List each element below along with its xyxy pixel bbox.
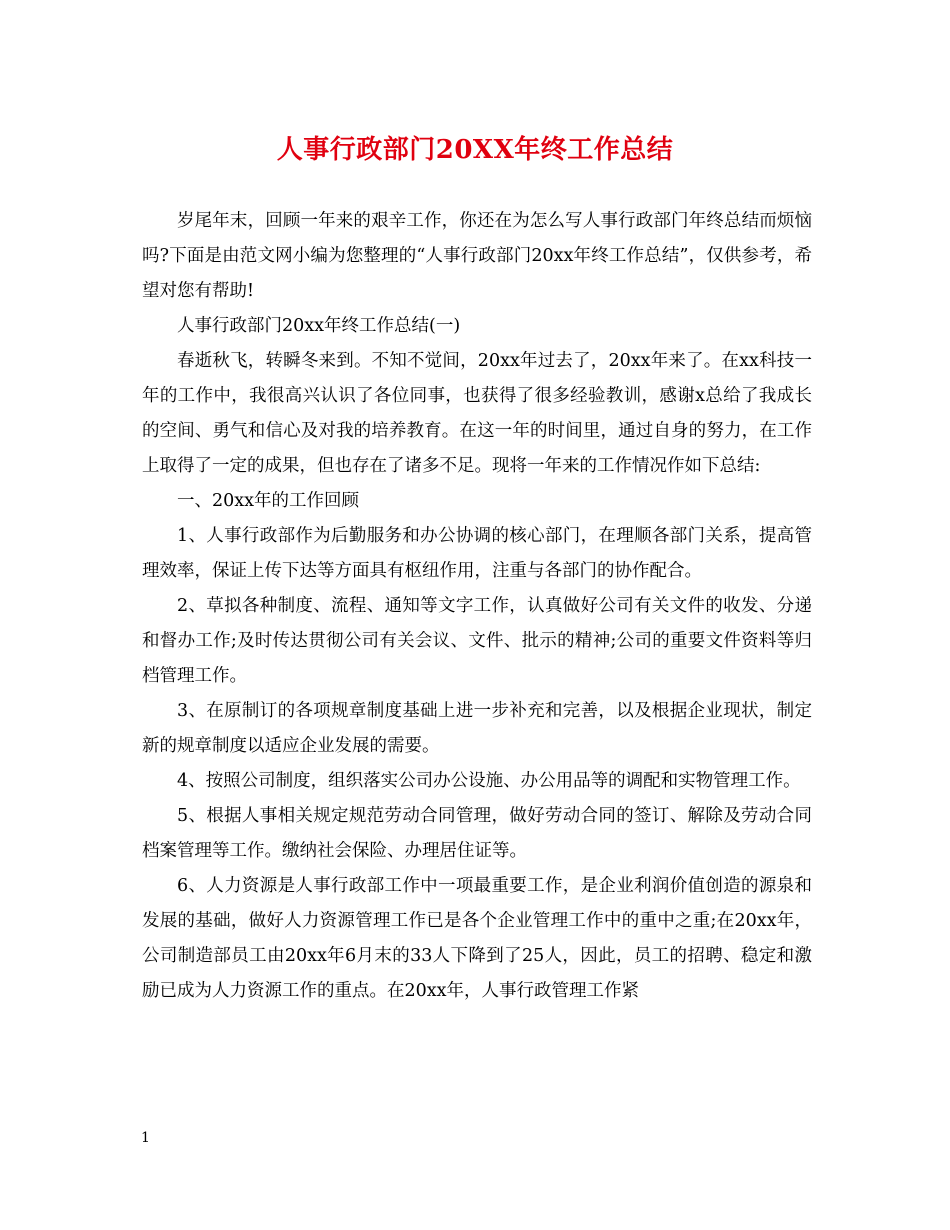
- body-paragraph: 春逝秋飞，转瞬冬来到。不知不觉间，20xx年过去了，20xx年来了。在xx科技一年的工作中，我很高兴认识了各位同事，也获得了很多经验教训，感谢x总给了我成长的空间、勇气和信心及对我的培养教育。在这一年的时间里，通过自身的努力，在工作上取得了一定的成果，但也存在了诸多不足。现将一年来的工作情况作如下总结:: [142, 351, 812, 476]
- section-heading: 人事行政部门20xx年终工作总结(一): [177, 316, 461, 336]
- list-item: 2、草拟各种制度、流程、通知等文字工作，认真做好公司有关文件的收发、分递和督办工作;及时传达贯彻公司有关会议、文件、批示的精神;公司的重要文件资料等归档管理工作。: [142, 596, 812, 686]
- document-body: [142, 204, 812, 1009]
- page-number: 1: [141, 1130, 150, 1146]
- document-title: 人事行政部门20XX年终工作总结: [276, 135, 674, 165]
- list-item: 5、根据人事相关规定规范劳动合同管理，做好劳动合同的签订、解除及劳动合同档案管理等工作。缴纳社会保险、办理居住证等。: [142, 806, 812, 861]
- list-item: 3、在原制订的各项规章制度基础上进一步补充和完善，以及根据企业现状，制定新的规章制度以适应企业发展的需要。: [142, 701, 812, 756]
- intro-paragraph: 岁尾年末，回顾一年来的艰辛工作，你还在为怎么写人事行政部门年终总结而烦恼吗?下面是由范文网小编为您整理的“人事行政部门20xx年终工作总结”，仅供参考，希望对您有帮助!: [142, 211, 812, 301]
- subsection-heading: 一、20xx年的工作回顾: [177, 491, 360, 511]
- list-item: 6、人力资源是人事行政部工作中一项最重要工作，是企业利润价值创造的源泉和发展的基础，做好人力资源管理工作已是各个企业管理工作中的重中之重;在20xx年，公司制造部员工由20xx年6月末的33人下降到了25人，因此，员工的招聘、稳定和激励已成为人力资源工作的重点。在20xx年，人事行政管理工作紧: [142, 876, 812, 1001]
- list-item: 4、按照公司制度，组织落实公司办公设施、办公用品等的调配和实物管理工作。: [177, 771, 801, 791]
- list-item: 1、人事行政部作为后勤服务和办公协调的核心部门，在理顺各部门关系，提高管理效率，保证上传下达等方面具有枢纽作用，注重与各部门的协作配合。: [142, 526, 812, 581]
